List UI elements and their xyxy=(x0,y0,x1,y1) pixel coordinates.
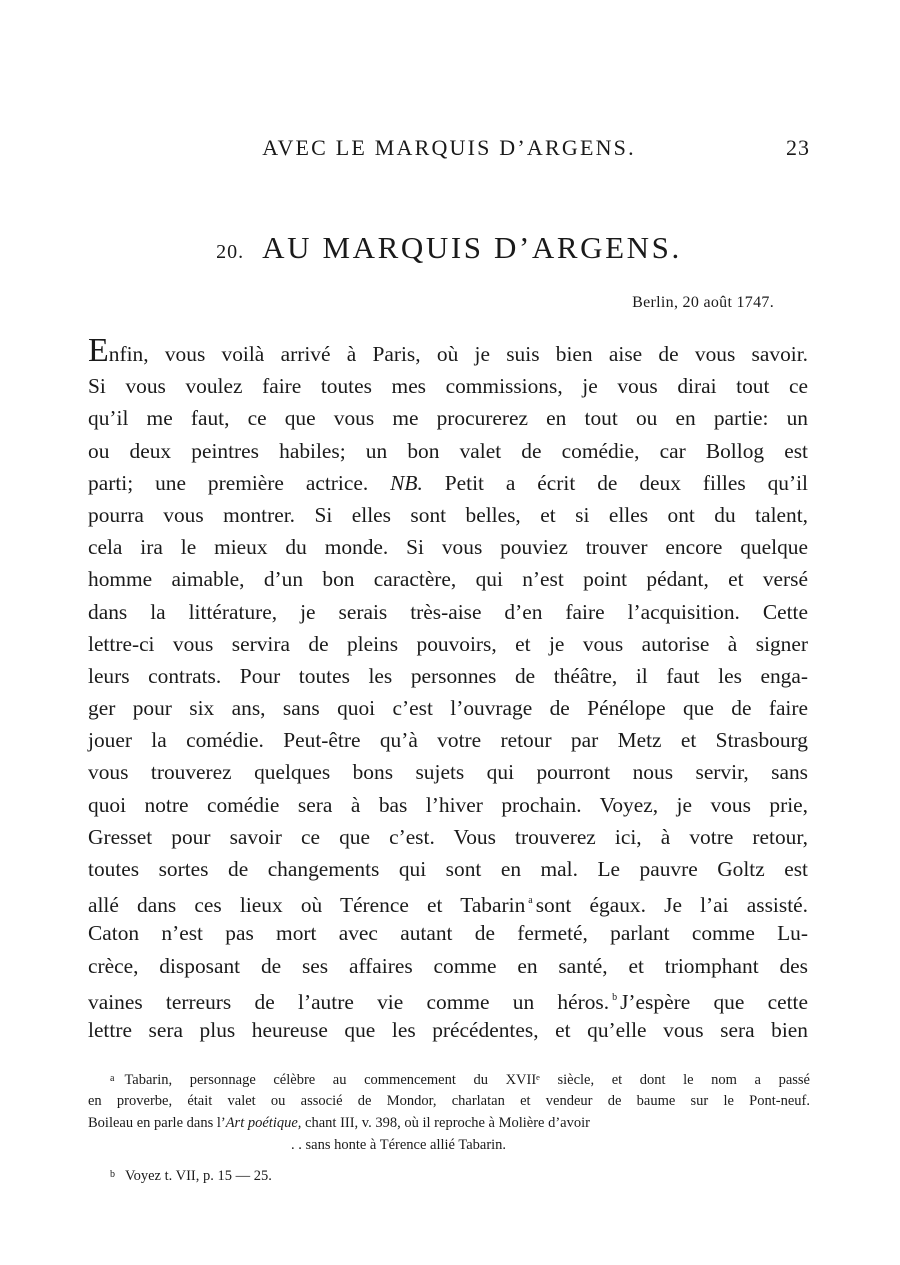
body-line: toutes sortes de changements qui sont en mal. Le pauvre Goltz est xyxy=(88,857,808,881)
body-line: Caton n’est pas mort avec autant de fermeté, parlant comme Lu- xyxy=(88,921,808,946)
dateline: Berlin, 20 août 1747. xyxy=(632,294,774,311)
body-line: crèce, disposant de ses affaires comme en santé, et triomphant des xyxy=(88,953,808,978)
body-line: Si vous voulez faire toutes mes commissions, je vous dirai tout ce xyxy=(88,374,808,399)
body-line: vaines terreurs de l’autre vie comme un héros. $^b$ J’espère que cette xyxy=(88,989,808,1014)
footnote-ref-a[interactable]: a xyxy=(528,895,533,907)
letter-body xyxy=(88,332,808,1046)
running-title: AVEC LE MARQUIS D’ARGENS. xyxy=(262,135,636,160)
footnote-b-line: $^b$ Voyez t. VII, p. 15 — 25. xyxy=(110,1168,272,1184)
body-line: parti; une première actrice. NB. Petit a écrit de deux filles qu’il xyxy=(88,470,808,495)
body-line: lettre-ci vous servira de pleins pouvoirs, et je vous autorise à signer xyxy=(88,631,808,656)
letter-title: AU MARQUIS D’ARGENS. xyxy=(262,230,682,265)
body-line: dans la littérature, je serais très-aise d’en faire l’acquisition. Cette xyxy=(88,599,808,624)
body-line: vous trouverez quelques bons sujets qui pourront nous servir, sans xyxy=(88,760,808,785)
body-line: allé dans ces lieux où Térence et Tabarin $^a$ sont égaux. Je l’ai assisté. xyxy=(88,893,808,918)
body-line: Gresset pour savoir ce que c’est. Vous trouverez ici, à votre retour, xyxy=(88,824,808,849)
body-line: Enfin, vous voilà arrivé à Paris, où je suis bien aise de vous savoir. xyxy=(88,332,808,369)
letter-number: 20. xyxy=(216,241,245,263)
drop-cap: E xyxy=(88,332,109,369)
page-number: 23 xyxy=(786,135,810,160)
footnote-a-line: $^a$ Tabarin, personnage célèbre au commencement du XVIIᵉ siècle, et dont le nom a passé xyxy=(110,1072,810,1088)
nota-bene: NB. xyxy=(390,470,423,495)
body-line: qu’il me faut, ce que vous me procurerez en tout ou en partie: un xyxy=(88,406,808,431)
body-line: pourra vous montrer. Si elles sont belles, et si elles ont du talent, xyxy=(88,502,808,527)
letter-heading xyxy=(88,228,810,274)
body-line: quoi notre comédie sera à bas l’hiver prochain. Voyez, je vous prie, xyxy=(88,792,808,817)
body-line: homme aimable, d’un bon caractère, qui n’est point pédant, et versé xyxy=(88,567,808,592)
footnote-ref-b[interactable]: b xyxy=(612,991,618,1003)
footnote-marker-b: b xyxy=(110,1169,115,1180)
footnote-a-line: Boileau en parle dans l’Art poétique, chant III, v. 398, où il reproche à Molière d’avoir xyxy=(88,1115,590,1131)
work-title: Art poétique, xyxy=(225,1115,302,1131)
body-line: ou deux peintres habiles; un bon valet de comédie, car Bollog est xyxy=(88,438,808,463)
footnotes xyxy=(88,1068,810,1186)
footnote-a-quote: . . sans honte à Térence allié Tabarin. xyxy=(291,1137,507,1153)
body-line: jouer la comédie. Peut-être qu’à votre retour par Metz et Strasbourg xyxy=(88,728,808,753)
body-line: lettre sera plus heureuse que les précédentes, et qu’elle vous sera bien xyxy=(88,1017,808,1042)
body-line: ger pour six ans, sans quoi c’est l’ouvrage de Pénélope que de faire xyxy=(88,696,808,721)
footnote-a-line: en proverbe, était valet ou associé de Mondor, charlatan et vendeur de baume sur le Pont-neuf. xyxy=(88,1093,810,1109)
footnote-marker-a: a xyxy=(110,1073,115,1084)
body-line: leurs contrats. Pour toutes les personnes de théâtre, il faut les enga- xyxy=(88,663,808,688)
running-head xyxy=(88,133,810,163)
body-line: cela ira le mieux du monde. Si vous pouviez trouver encore quelque xyxy=(88,535,808,560)
